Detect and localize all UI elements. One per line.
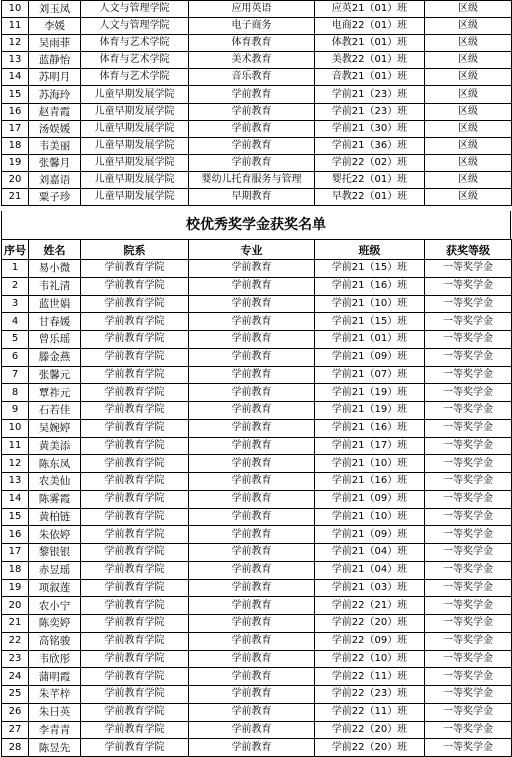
class-cell: 学前22（11）班 [315,668,425,686]
class-cell: 学前21（30）班 [315,120,425,137]
index-cell: 6 [2,348,29,366]
award-level-cell: 一等奖学金 [425,366,512,384]
index-cell: 16 [2,526,29,544]
index-cell: 22 [2,632,29,650]
table-row [2,455,512,473]
header-index: 序号 [2,240,29,260]
major-cell: 学前教育 [189,437,315,455]
major-cell: 学前教育 [189,366,315,384]
award-level-cell: 一等奖学金 [425,508,512,526]
department-cell: 学前教育学院 [81,579,189,597]
class-cell: 学前22（02）班 [315,154,425,171]
scholarship-award-table-body [2,260,512,757]
class-cell: 学前21（17）班 [315,437,425,455]
class-cell: 学前21（10）班 [315,455,425,473]
name-cell: 韦美丽 [29,137,81,154]
department-cell: 儿童早期发展学院 [81,189,189,206]
class-cell: 学前21（23）班 [315,86,425,103]
award-level-cell: 一等奖学金 [425,632,512,650]
award-level-cell: 区级 [425,103,512,120]
award-level-cell: 一等奖学金 [425,597,512,615]
name-cell: 滕金燕 [29,348,81,366]
department-cell: 学前教育学院 [81,597,189,615]
department-cell: 学前教育学院 [81,366,189,384]
class-cell: 学前21（01）班 [315,331,425,349]
department-cell: 体育与艺术学院 [81,69,189,86]
table-row [2,402,512,420]
department-cell: 学前教育学院 [81,402,189,420]
name-cell: 陈昱先 [29,739,81,757]
table-row [2,348,512,366]
major-cell: 学前教育 [189,668,315,686]
class-cell: 学前21（09）班 [315,490,425,508]
name-cell: 吴雨菲 [29,35,81,52]
table-row [2,52,512,69]
award-level-cell: 区级 [425,171,512,188]
table-row [2,526,512,544]
name-cell: 蒲明霞 [29,668,81,686]
department-cell: 学前教育学院 [81,508,189,526]
name-cell: 粟子珍 [29,189,81,206]
name-cell: 朱依婷 [29,526,81,544]
major-cell: 学前教育 [189,419,315,437]
department-cell: 人文与管理学院 [81,1,189,18]
name-cell: 蓝静怡 [29,52,81,69]
table-row [2,1,512,18]
department-cell: 学前教育学院 [81,437,189,455]
index-cell: 21 [2,189,29,206]
award-level-cell: 一等奖学金 [425,455,512,473]
major-cell: 学前教育 [189,703,315,721]
department-cell: 学前教育学院 [81,384,189,402]
department-cell: 人文与管理学院 [81,18,189,35]
major-cell: 学前教育 [189,597,315,615]
major-cell: 学前教育 [189,579,315,597]
award-level-cell: 区级 [425,189,512,206]
major-cell: 学前教育 [189,650,315,668]
name-cell: 朱日英 [29,703,81,721]
table-row [2,35,512,52]
award-level-cell: 一等奖学金 [425,668,512,686]
class-cell: 学前21（04）班 [315,544,425,562]
name-cell: 农小宁 [29,597,81,615]
department-cell: 学前教育学院 [81,650,189,668]
index-cell: 14 [2,69,29,86]
major-cell: 学前教育 [189,277,315,295]
major-cell: 美术教育 [189,52,315,69]
department-cell: 学前教育学院 [81,561,189,579]
award-level-cell: 一等奖学金 [425,686,512,704]
index-cell: 18 [2,561,29,579]
class-cell: 婴托22（01）班 [315,171,425,188]
award-level-cell: 区级 [425,154,512,171]
award-level-cell: 一等奖学金 [425,739,512,757]
index-cell: 2 [2,277,29,295]
major-cell: 学前教育 [189,526,315,544]
name-cell: 易小微 [29,260,81,278]
award-level-cell: 一等奖学金 [425,703,512,721]
index-cell: 19 [2,154,29,171]
major-cell: 学前教育 [189,137,315,154]
major-cell: 学前教育 [189,295,315,313]
department-cell: 学前教育学院 [81,260,189,278]
name-cell: 陈东凤 [29,455,81,473]
major-cell: 学前教育 [189,154,315,171]
award-level-cell: 一等奖学金 [425,579,512,597]
major-cell: 应用英语 [189,1,315,18]
name-cell: 朱芊梓 [29,686,81,704]
major-cell: 学前教育 [189,508,315,526]
department-cell: 学前教育学院 [81,686,189,704]
class-cell: 学前21（16）班 [315,473,425,491]
table-row [2,366,512,384]
table-row [2,419,512,437]
index-cell: 23 [2,650,29,668]
name-cell: 高铭骏 [29,632,81,650]
department-cell: 学前教育学院 [81,490,189,508]
table-row [2,18,512,35]
index-cell: 8 [2,384,29,402]
table-row [2,686,512,704]
award-level-cell: 区级 [425,86,512,103]
award-level-cell: 一等奖学金 [425,313,512,331]
table-row [2,86,512,103]
name-cell: 刘玉凤 [29,1,81,18]
name-cell: 李媛 [29,18,81,35]
major-cell: 早期教育 [189,189,315,206]
table-row [2,260,512,278]
department-cell: 儿童早期发展学院 [81,103,189,120]
table-row [2,739,512,757]
table-row [2,313,512,331]
award-level-cell: 一等奖学金 [425,402,512,420]
table-row [2,508,512,526]
index-cell: 16 [2,103,29,120]
award-level-cell: 一等奖学金 [425,561,512,579]
class-cell: 学前21（15）班 [315,260,425,278]
index-cell: 11 [2,18,29,35]
major-cell: 学前教育 [189,313,315,331]
class-cell: 学前22（23）班 [315,686,425,704]
department-cell: 学前教育学院 [81,455,189,473]
index-cell: 3 [2,295,29,313]
class-cell: 学前21（19）班 [315,384,425,402]
department-cell: 儿童早期发展学院 [81,137,189,154]
class-cell: 学前21（09）班 [315,348,425,366]
award-level-cell: 区级 [425,69,512,86]
major-cell: 体育教育 [189,35,315,52]
department-cell: 学前教育学院 [81,277,189,295]
class-cell: 学前22（20）班 [315,615,425,633]
major-cell: 学前教育 [189,721,315,739]
class-cell: 学前22（20）班 [315,721,425,739]
department-cell: 体育与艺术学院 [81,52,189,69]
major-cell: 学前教育 [189,86,315,103]
table-row [2,120,512,137]
index-cell: 14 [2,490,29,508]
table-row [2,137,512,154]
table-row [2,384,512,402]
major-cell: 学前教育 [189,632,315,650]
class-cell: 学前22（09）班 [315,632,425,650]
award-level-cell: 区级 [425,18,512,35]
department-cell: 儿童早期发展学院 [81,86,189,103]
table-row [2,579,512,597]
index-cell: 21 [2,615,29,633]
department-cell: 儿童早期发展学院 [81,154,189,171]
major-cell: 婴幼儿托育服务与管理 [189,171,315,188]
table-row [2,703,512,721]
name-cell: 农美仙 [29,473,81,491]
class-cell: 应英21（01）班 [315,1,425,18]
major-cell: 学前教育 [189,686,315,704]
index-cell: 10 [2,419,29,437]
header-award-level: 获奖等级 [425,240,512,260]
department-cell: 学前教育学院 [81,739,189,757]
index-cell: 13 [2,473,29,491]
table-row [2,437,512,455]
major-cell: 电子商务 [189,18,315,35]
header-department: 院系 [81,240,189,260]
index-cell: 5 [2,331,29,349]
class-cell: 学前22（21）班 [315,597,425,615]
name-cell: 吴婉婷 [29,419,81,437]
award-level-cell: 一等奖学金 [425,260,512,278]
award-level-cell: 区级 [425,52,512,69]
name-cell: 陈雾霞 [29,490,81,508]
department-cell: 学前教育学院 [81,419,189,437]
header-major: 专业 [189,240,315,260]
award-level-cell: 一等奖学金 [425,615,512,633]
index-cell: 27 [2,721,29,739]
index-cell: 25 [2,686,29,704]
index-cell: 26 [2,703,29,721]
award-level-cell: 一等奖学金 [425,295,512,313]
table-row [2,632,512,650]
table-row [2,277,512,295]
name-cell: 曾乐瑶 [29,331,81,349]
table-row [2,615,512,633]
award-level-cell: 一等奖学金 [425,650,512,668]
index-cell: 18 [2,137,29,154]
award-level-cell: 一等奖学金 [425,419,512,437]
table-row [2,331,512,349]
name-cell: 汤娱媛 [29,120,81,137]
class-cell: 学前21（07）班 [315,366,425,384]
table-row [2,154,512,171]
table-row [2,721,512,739]
class-cell: 学前21（15）班 [315,313,425,331]
department-cell: 学前教育学院 [81,703,189,721]
class-cell: 电商22（01）班 [315,18,425,35]
department-cell: 学前教育学院 [81,544,189,562]
index-cell: 15 [2,86,29,103]
index-cell: 12 [2,35,29,52]
class-cell: 学前22（20）班 [315,739,425,757]
name-cell: 李青青 [29,721,81,739]
class-cell: 学前21（16）班 [315,419,425,437]
index-cell: 19 [2,579,29,597]
award-level-cell: 一等奖学金 [425,526,512,544]
major-cell: 学前教育 [189,348,315,366]
award-list-title: 校优秀奖学金获奖名单 [1,211,511,239]
name-cell: 苏海玲 [29,86,81,103]
name-cell: 覃祚元 [29,384,81,402]
award-level-cell: 一等奖学金 [425,384,512,402]
department-cell: 学前教育学院 [81,313,189,331]
index-cell: 20 [2,171,29,188]
table-row [2,490,512,508]
major-cell: 学前教育 [189,561,315,579]
index-cell: 24 [2,668,29,686]
department-cell: 学前教育学院 [81,668,189,686]
department-cell: 儿童早期发展学院 [81,171,189,188]
class-cell: 学前21（10）班 [315,295,425,313]
name-cell: 蓝世娟 [29,295,81,313]
header-name: 姓名 [29,240,81,260]
award-level-cell: 一等奖学金 [425,277,512,295]
name-cell: 黄柏链 [29,508,81,526]
class-cell: 体教21（01）班 [315,35,425,52]
table-row [2,103,512,120]
department-cell: 学前教育学院 [81,331,189,349]
table-row [2,295,512,313]
award-level-cell: 一等奖学金 [425,544,512,562]
index-cell: 4 [2,313,29,331]
major-cell: 学前教育 [189,739,315,757]
class-cell: 音教21（01）班 [315,69,425,86]
department-cell: 儿童早期发展学院 [81,120,189,137]
class-cell: 学前21（04）班 [315,561,425,579]
name-cell: 张馨元 [29,366,81,384]
major-cell: 学前教育 [189,260,315,278]
major-cell: 音乐教育 [189,69,315,86]
index-cell: 12 [2,455,29,473]
table-row [2,69,512,86]
award-level-cell: 区级 [425,35,512,52]
major-cell: 学前教育 [189,402,315,420]
department-cell: 学前教育学院 [81,473,189,491]
class-cell: 学前22（11）班 [315,703,425,721]
major-cell: 学前教育 [189,120,315,137]
name-cell: 韦欣彤 [29,650,81,668]
table-row [2,650,512,668]
table-row [2,189,512,206]
major-cell: 学前教育 [189,544,315,562]
class-cell: 学前21（19）班 [315,402,425,420]
table-header-row [2,240,512,260]
class-cell: 学前21（23）班 [315,103,425,120]
index-cell: 20 [2,597,29,615]
table-row [2,597,512,615]
award-level-cell: 一等奖学金 [425,331,512,349]
index-cell: 9 [2,402,29,420]
name-cell: 陈奕婷 [29,615,81,633]
name-cell: 黎银银 [29,544,81,562]
major-cell: 学前教育 [189,615,315,633]
name-cell: 刘嘉语 [29,171,81,188]
index-cell: 13 [2,52,29,69]
table-row [2,561,512,579]
index-cell: 28 [2,739,29,757]
index-cell: 11 [2,437,29,455]
award-level-cell: 一等奖学金 [425,490,512,508]
class-cell: 美教22（01）班 [315,52,425,69]
class-cell: 学前21（36）班 [315,137,425,154]
index-cell: 7 [2,366,29,384]
class-cell: 学前21（16）班 [315,277,425,295]
department-cell: 学前教育学院 [81,348,189,366]
class-cell: 学前21（10）班 [315,508,425,526]
scholarship-award-table [1,239,512,757]
department-cell: 体育与艺术学院 [81,35,189,52]
name-cell: 项叙莲 [29,579,81,597]
index-cell: 10 [2,1,29,18]
index-cell: 17 [2,544,29,562]
name-cell: 赵青霞 [29,103,81,120]
department-cell: 学前教育学院 [81,295,189,313]
header-class: 班级 [315,240,425,260]
major-cell: 学前教育 [189,455,315,473]
name-cell: 赤昱瑶 [29,561,81,579]
name-cell: 甘春媛 [29,313,81,331]
department-cell: 学前教育学院 [81,632,189,650]
major-cell: 学前教育 [189,103,315,120]
major-cell: 学前教育 [189,490,315,508]
table-row [2,668,512,686]
class-cell: 学前21（03）班 [315,579,425,597]
award-level-cell: 区级 [425,137,512,154]
table-row [2,544,512,562]
index-cell: 1 [2,260,29,278]
index-cell: 15 [2,508,29,526]
name-cell: 黄美添 [29,437,81,455]
department-cell: 学前教育学院 [81,615,189,633]
department-cell: 学前教育学院 [81,721,189,739]
index-cell: 17 [2,120,29,137]
major-cell: 学前教育 [189,473,315,491]
award-level-cell: 区级 [425,120,512,137]
name-cell: 张馨月 [29,154,81,171]
class-cell: 学前22（10）班 [315,650,425,668]
class-cell: 学前21（09）班 [315,526,425,544]
name-cell: 石若佳 [29,402,81,420]
name-cell: 韦礼清 [29,277,81,295]
department-cell: 学前教育学院 [81,526,189,544]
district-award-table-body [2,1,512,206]
class-cell: 早教22（01）班 [315,189,425,206]
award-level-cell: 一等奖学金 [425,473,512,491]
award-level-cell: 一等奖学金 [425,721,512,739]
major-cell: 学前教育 [189,384,315,402]
table-row [2,473,512,491]
name-cell: 苏明月 [29,69,81,86]
district-award-table-continued [1,0,512,206]
award-level-cell: 区级 [425,1,512,18]
major-cell: 学前教育 [189,331,315,349]
table-row [2,171,512,188]
award-level-cell: 一等奖学金 [425,437,512,455]
award-level-cell: 一等奖学金 [425,348,512,366]
